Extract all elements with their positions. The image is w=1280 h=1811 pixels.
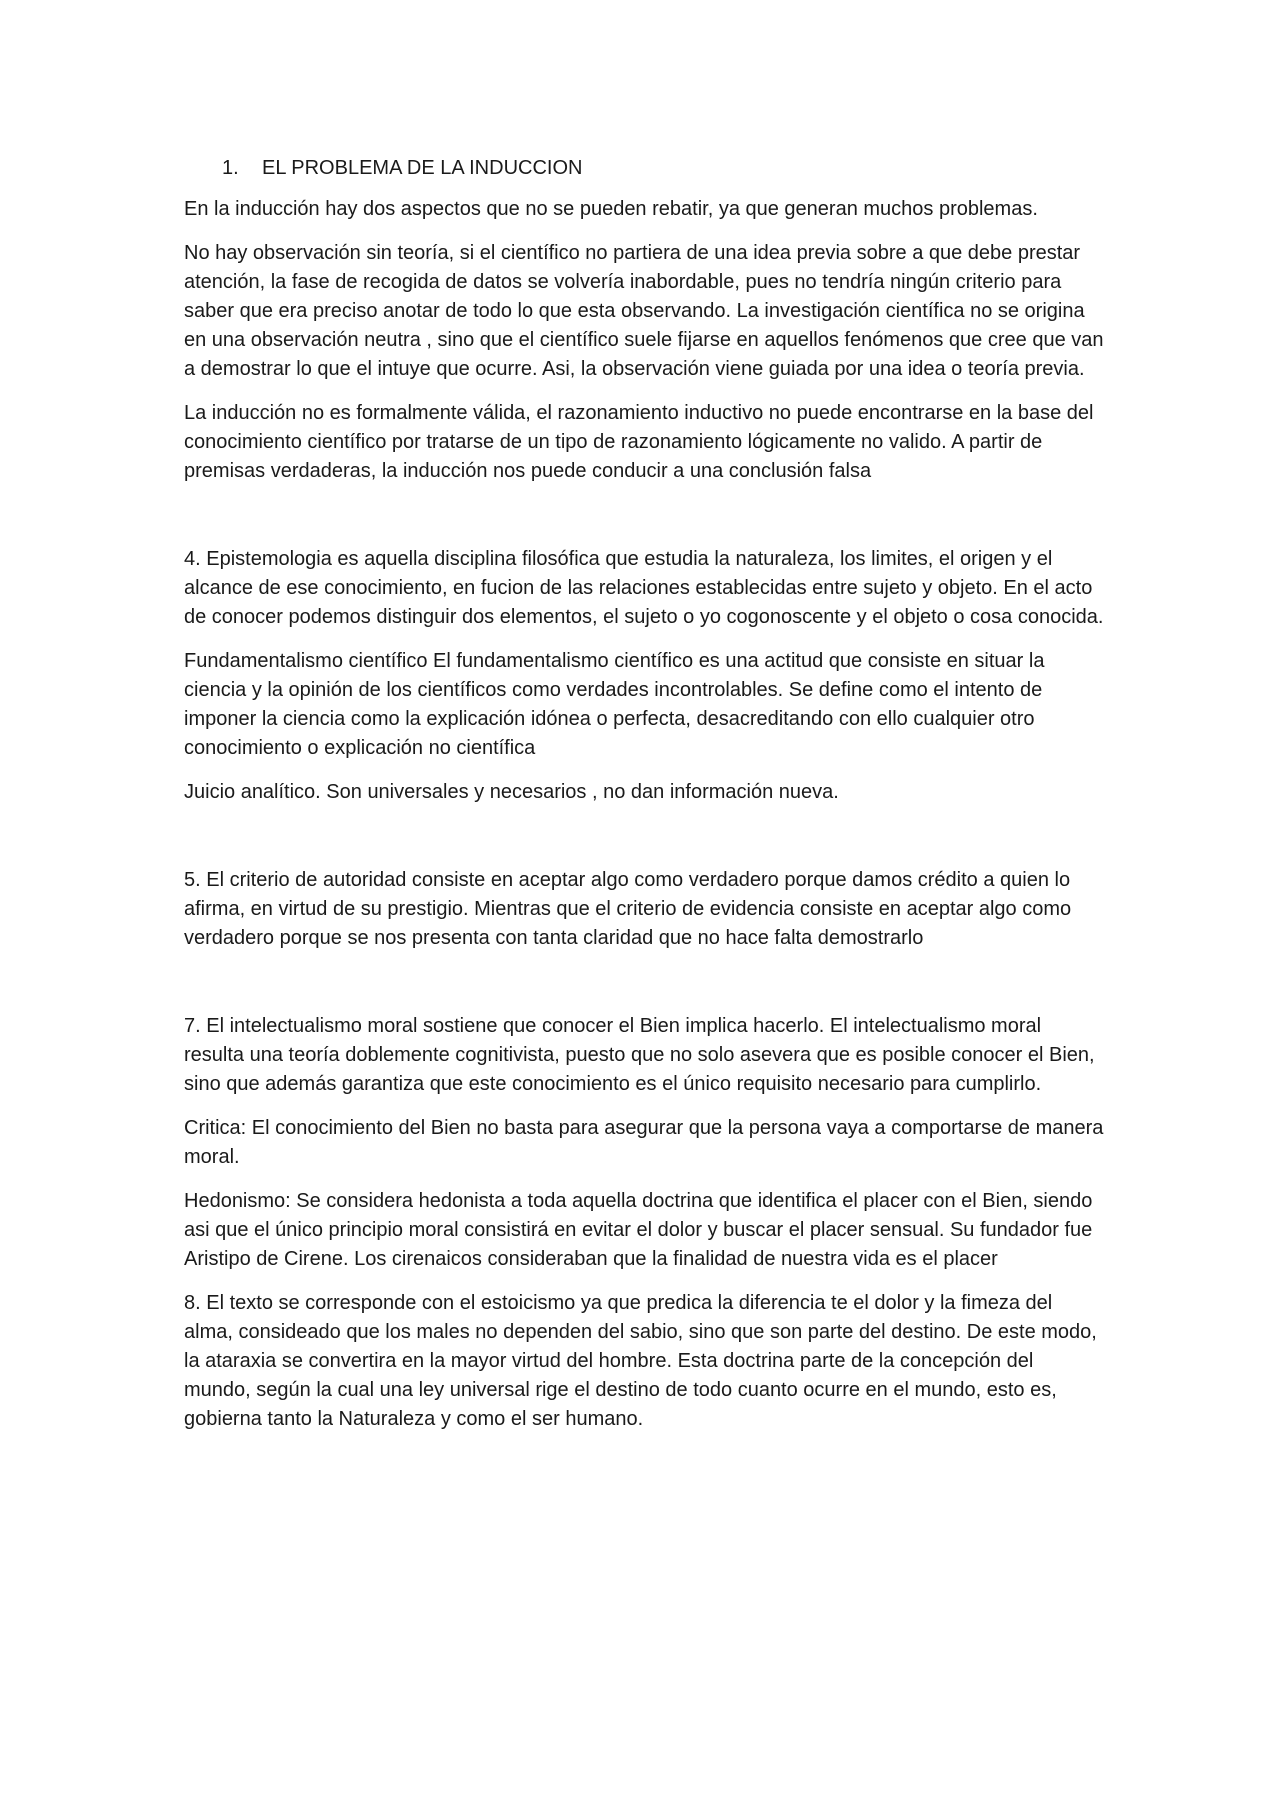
- paragraph-induction-intro: En la inducción hay dos aspectos que no se pueden rebatir, ya que generan muchos problemas.: [184, 198, 1038, 220]
- heading-title: EL PROBLEMA DE LA INDUCCION: [262, 157, 583, 179]
- paragraph-moral-intellectualism: 7. El intelectualismo moral sostiene que conocer el Bien implica hacerlo. El intelectualismo moral resulta una teoría doblemente cognitivista, puesto que no solo asevera que es posible conocer el Bien, sino que además garantiza que este conocimiento es el único requisito necesario para cumplirlo.: [184, 1015, 1095, 1095]
- spacer: [184, 968, 1104, 1012]
- section-heading: [184, 154, 1104, 183]
- heading-number: 1.: [222, 157, 239, 179]
- paragraph-authority-criterion: 5. El criterio de autoridad consiste en aceptar algo como verdadero porque damos crédito a quien lo afirma, en virtud de su prestigio. Mientras que el criterio de evidencia consiste en aceptar algo como verdadero porque se nos presenta con tanta claridad que no hace falta demostrarlo: [184, 869, 1072, 949]
- paragraph-epistemology: 4. Epistemologia es aquella disciplina filosófica que estudia la naturaleza, los limites, el origen y el alcance de ese conocimiento, en fucion de las relaciones establecidas entre sujeto y objeto. En el acto de conocer podemos distinguir dos elementos, el sujeto o yo cogonoscente y el objeto o cosa conocida.: [184, 548, 1104, 628]
- paragraph-hedonism: Hedonismo: Se considera hedonista a toda aquella doctrina que identifica el placer con el Bien, siendo asi que el único principio moral consistirá en evitar el dolor y buscar el placer sensual. Su fundador fue Aristipo de Cirene. Los cirenaicos consideraban que la finalidad de nuestra vida es el placer: [184, 1190, 1093, 1270]
- paragraph-stoicism: 8. El texto se corresponde con el estoicismo ya que predica la diferencia te el dolor y la fimeza del alma, consideado que los males no dependen del sabio, sino que son parte del destino. De este modo, la ataraxia se convertira en la mayor virtud del hombre. Esta doctrina parte de la concepción del mundo, según la cual una ley universal rige el destino de todo cuanto ocurre en el mundo, esto es, gobierna tanto la Naturaleza y como el ser humano.: [184, 1292, 1097, 1430]
- paragraph-observation-theory: No hay observación sin teoría, si el científico no partiera de una idea previa sobre a que debe prestar atención, la fase de recogida de datos se volvería inabordable, pues no tendría ningún criterio para saber que era preciso anotar de todo lo que esta observando. La investigación científica no se origina en una observación neutra , sino que el científico suele fijarse en aquellos fenómenos que cree que van a demostrar lo que el intuye que ocurre. Asi, la observación viene guiada por una idea o teoría previa.: [184, 242, 1104, 380]
- paragraph-induction-validity: La inducción no es formalmente válida, el razonamiento inductivo no puede encontrarse en la base del conocimiento científico por tratarse de un tipo de razonamiento lógicamente no valido. A partir de premisas verdaderas, la inducción nos puede conducir a una conclusión falsa: [184, 402, 1094, 482]
- paragraph-critique: Critica: El conocimiento del Bien no basta para asegurar que la persona vaya a comportarse de manera moral.: [184, 1117, 1104, 1168]
- paragraph-analytic-judgment: Juicio analítico. Son universales y necesarios , no dan información nueva.: [184, 781, 839, 803]
- paragraph-fundamentalism: Fundamentalismo científico El fundamentalismo científico es una actitud que consiste en situar la ciencia y la opinión de los científicos como verdades incontrolables. Se define como el intento de imponer la ciencia como la explicación idónea o perfecta, desacreditando con ello cualquier otro conocimiento o explicación no científica: [184, 650, 1045, 759]
- spacer: [184, 822, 1104, 866]
- document-body: [184, 154, 1104, 1449]
- spacer: [184, 501, 1104, 545]
